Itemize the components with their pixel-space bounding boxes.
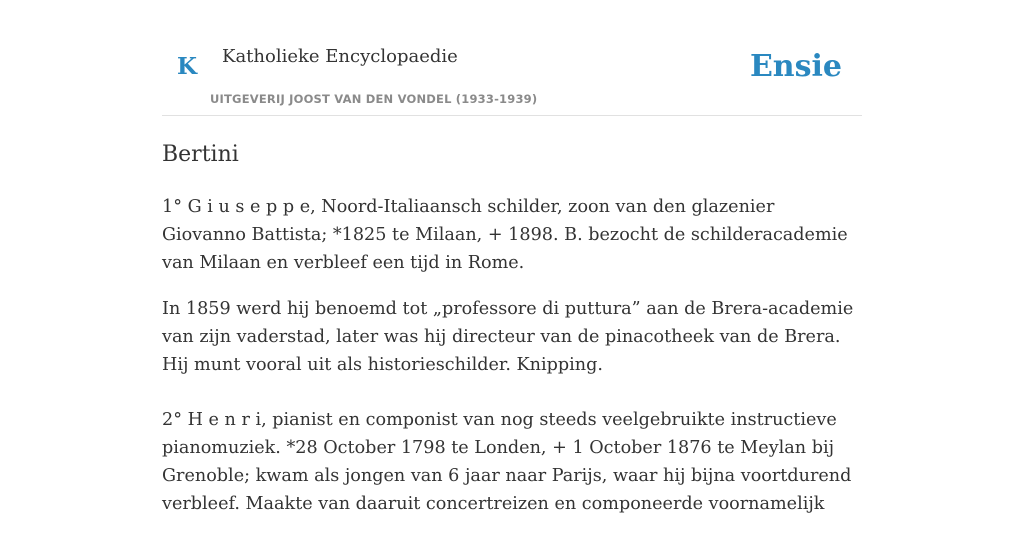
article-section-2 [162, 406, 862, 518]
site-subtitle: UITGEVERIJ JOOST VAN DEN VONDEL (1933-1939) [210, 92, 538, 106]
paragraph: 2° H e n r i, pianist en componist van nog steeds veelgebruikte instructieve pianomuziek. *28 October 1798 te Londen, + 1 October 1876 te Meylan bij Grenoble; kwam als jongen van 6 jaar naar Parijs, waar hij bijna voortdurend verbleef. Maakte van daaruit concertreizen en componeerde voornamelijk [162, 409, 852, 514]
page [162, 0, 862, 536]
paragraph: In 1859 werd hij benoemd tot „professore di puttura” aan de Brera-academie van zijn vaderstad, later was hij directeur van de pinacotheek van de Brera. Hij munt vooral uit als historieschilder. Knipping. [162, 298, 854, 375]
site-header [162, 0, 862, 116]
brand-logo[interactable]: Ensie [749, 49, 842, 84]
site-logo[interactable]: K [177, 53, 197, 80]
article-title: Bertini [162, 142, 239, 167]
site-title[interactable]: Katholieke Encyclopaedie [222, 46, 458, 67]
article-section-1 [162, 193, 862, 379]
paragraph: 1° G i u s e p p e, Noord-Italiaansch schilder, zoon van den glazenier Giovanno Battista; *1825 te Milaan, + 1898. B. bezocht de schilderacademie van Milaan en verbleef een tijd in Rome. [162, 196, 848, 273]
